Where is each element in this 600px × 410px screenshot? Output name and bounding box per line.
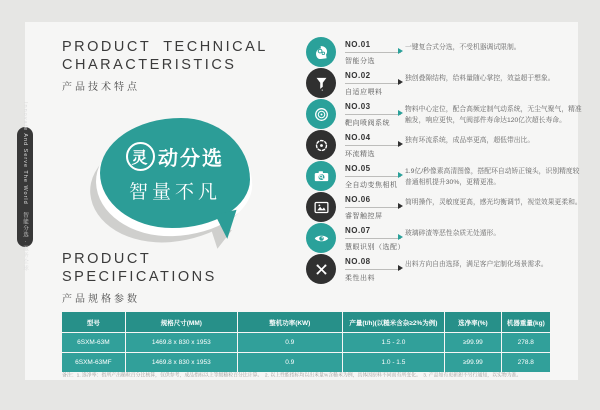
table-cell: 0.9 — [238, 353, 342, 372]
cycle-arrows-icon — [306, 130, 336, 160]
table-header-power: 整机功率(KW) — [238, 312, 342, 332]
spec-section-subtitle: 产品规格参数 — [62, 294, 140, 305]
arrow-right-icon — [398, 265, 403, 271]
slogan-line1-rest: 动分选 — [158, 148, 224, 170]
brain-gear-icon — [306, 37, 336, 67]
eye-icon — [306, 223, 336, 253]
feature-label: 慧眼识别（选配） — [345, 244, 405, 251]
feature-number: NO.06 — [345, 195, 371, 204]
feature-item-06 — [306, 192, 586, 223]
table-cell: 1469.8 x 830 x 1953 — [126, 333, 237, 352]
feature-label: 环流精选 — [345, 151, 375, 158]
funnel-icon — [306, 68, 336, 98]
feature-rule — [345, 268, 401, 270]
feature-no-block — [345, 164, 401, 190]
feature-label: 靶向喷阀系统 — [345, 120, 390, 127]
camera-icon — [306, 161, 336, 191]
feature-number: NO.04 — [345, 133, 371, 142]
feature-no-block — [345, 226, 405, 252]
tech-section-title — [62, 38, 268, 74]
feature-description: 简明操作，灵敏度更高，感光均衡调节，视觉效果更柔和。 — [405, 199, 582, 206]
feature-number: NO.01 — [345, 40, 371, 49]
arrow-right-icon — [398, 79, 403, 85]
table-header-weight: 机器重量(kg) — [502, 312, 550, 332]
feature-description: 独有环流系统，成品率更高，超低带出比。 — [405, 137, 535, 144]
slogan-line2: 智量不凡 — [128, 182, 221, 203]
table-cell: 278.8 — [502, 333, 550, 352]
spec-title-line2: SPECIFICATIONS — [62, 269, 217, 285]
feature-label: 智能分选 — [345, 58, 375, 65]
table-cell: 0.9 — [238, 333, 342, 352]
feature-description: 玻璃碎渣等恶性杂质无处遁形。 — [405, 230, 501, 237]
feature-label: 自适应喂料 — [345, 89, 383, 96]
feature-description: 出料方向自由选择，满足客户定制化场景需求。 — [405, 261, 548, 268]
feature-description: 1.9亿/秒像素高清图像，搭配环自动矫正镜头，识别精度较普通相机提升30%，更精更准。 — [405, 168, 580, 186]
feature-item-03 — [306, 99, 586, 130]
feature-rule — [345, 237, 401, 239]
arrow-right-icon — [398, 234, 403, 240]
table-footnote: 备注：1. 选净率：指所产出糙粒百分比核算，仅供参考，成品指标以上等级糙粒百分比计算。 2. 以上性能指标均以出米量%含糙米为例，具体因原料不同而有所变化。 3. 产品如有更新恕不另行通知，以实物为准。 — [62, 372, 522, 378]
table-header-output: 产量(t/h)(以糙米含杂≥2%为例) — [343, 312, 444, 332]
table-cell: ≥99.99 — [445, 353, 501, 372]
feature-rule — [345, 82, 401, 84]
table-header-purity: 选净率(%) — [445, 312, 501, 332]
arrow-right-icon — [398, 141, 403, 147]
feature-item-08 — [306, 254, 586, 285]
table-cell: ≥99.99 — [445, 333, 501, 352]
spec-section-title — [62, 250, 217, 286]
feature-rule — [345, 206, 401, 208]
feature-no-block — [345, 133, 401, 159]
target-icon — [306, 99, 336, 129]
feature-no-block — [345, 40, 401, 66]
cross-tools-icon — [306, 254, 336, 284]
side-tab-en-text: Innovate And Serve The World — [22, 101, 28, 205]
feature-no-block — [345, 195, 401, 221]
feature-number: NO.05 — [345, 164, 371, 173]
arrow-right-icon — [398, 48, 403, 54]
arrow-right-icon — [398, 110, 403, 116]
table-cell: 278.8 — [502, 353, 550, 372]
table-cell: 6SXM-63M — [62, 333, 125, 352]
arrow-right-icon — [398, 203, 403, 209]
side-tab-zh-text: 智能分选 · 服务全球 — [22, 212, 28, 273]
table-cell: 1.0 - 1.5 — [343, 353, 444, 372]
feature-label: 睿智触控屏 — [345, 213, 383, 220]
table-header-model: 型号 — [62, 312, 125, 332]
table-header-dimensions: 规格尺寸(MM) — [126, 312, 237, 332]
feature-description: 物料中心定位，配合高频定制气动系统，无尘气聚气，精准触发，响应更快，气阀部件寿命达120亿次超长寿命。 — [405, 106, 582, 124]
feature-item-02 — [306, 68, 586, 99]
photo-icon — [306, 192, 336, 222]
feature-number: NO.03 — [345, 102, 371, 111]
slogan-highlight-char: 灵 — [126, 142, 155, 171]
table-cell: 1.5 - 2.0 — [343, 333, 444, 352]
arrow-right-icon — [398, 172, 403, 178]
feature-rule — [345, 51, 401, 53]
feature-number: NO.08 — [345, 257, 371, 266]
feature-no-block — [345, 102, 401, 128]
feature-rule — [345, 144, 401, 146]
feature-number: NO.07 — [345, 226, 371, 235]
feature-label: 柔性出料 — [345, 275, 375, 282]
feature-no-block — [345, 257, 401, 283]
feature-description: 独创叠隙结构，给料量随心掌控，效益超于想象。 — [405, 75, 555, 82]
feature-no-block — [345, 71, 401, 97]
spec-title-line1: PRODUCT — [62, 251, 152, 267]
feature-rule — [345, 175, 401, 177]
spec-table — [62, 312, 545, 372]
feature-number: NO.02 — [345, 71, 371, 80]
feature-item-07 — [306, 223, 586, 254]
feature-item-04 — [306, 130, 586, 161]
side-tab — [17, 101, 33, 273]
table-cell: 6SXM-63MF — [62, 353, 125, 372]
feature-description: 一键复合式分选，不受机器调试限制。 — [405, 44, 521, 51]
tech-title-line2: CHARACTERISTICS — [62, 57, 237, 73]
tech-section-subtitle: 产品技术特点 — [62, 82, 140, 93]
slogan-line1 — [126, 142, 224, 171]
table-cell: 1469.8 x 830 x 1953 — [126, 353, 237, 372]
feature-item-05 — [306, 161, 586, 192]
feature-item-01 — [306, 37, 586, 68]
feature-label: 全自动变焦相机 — [345, 182, 398, 189]
slogan-text — [100, 118, 250, 228]
tech-title-line1: PRODUCT TECHNICAL — [62, 39, 268, 55]
feature-rule — [345, 113, 401, 115]
